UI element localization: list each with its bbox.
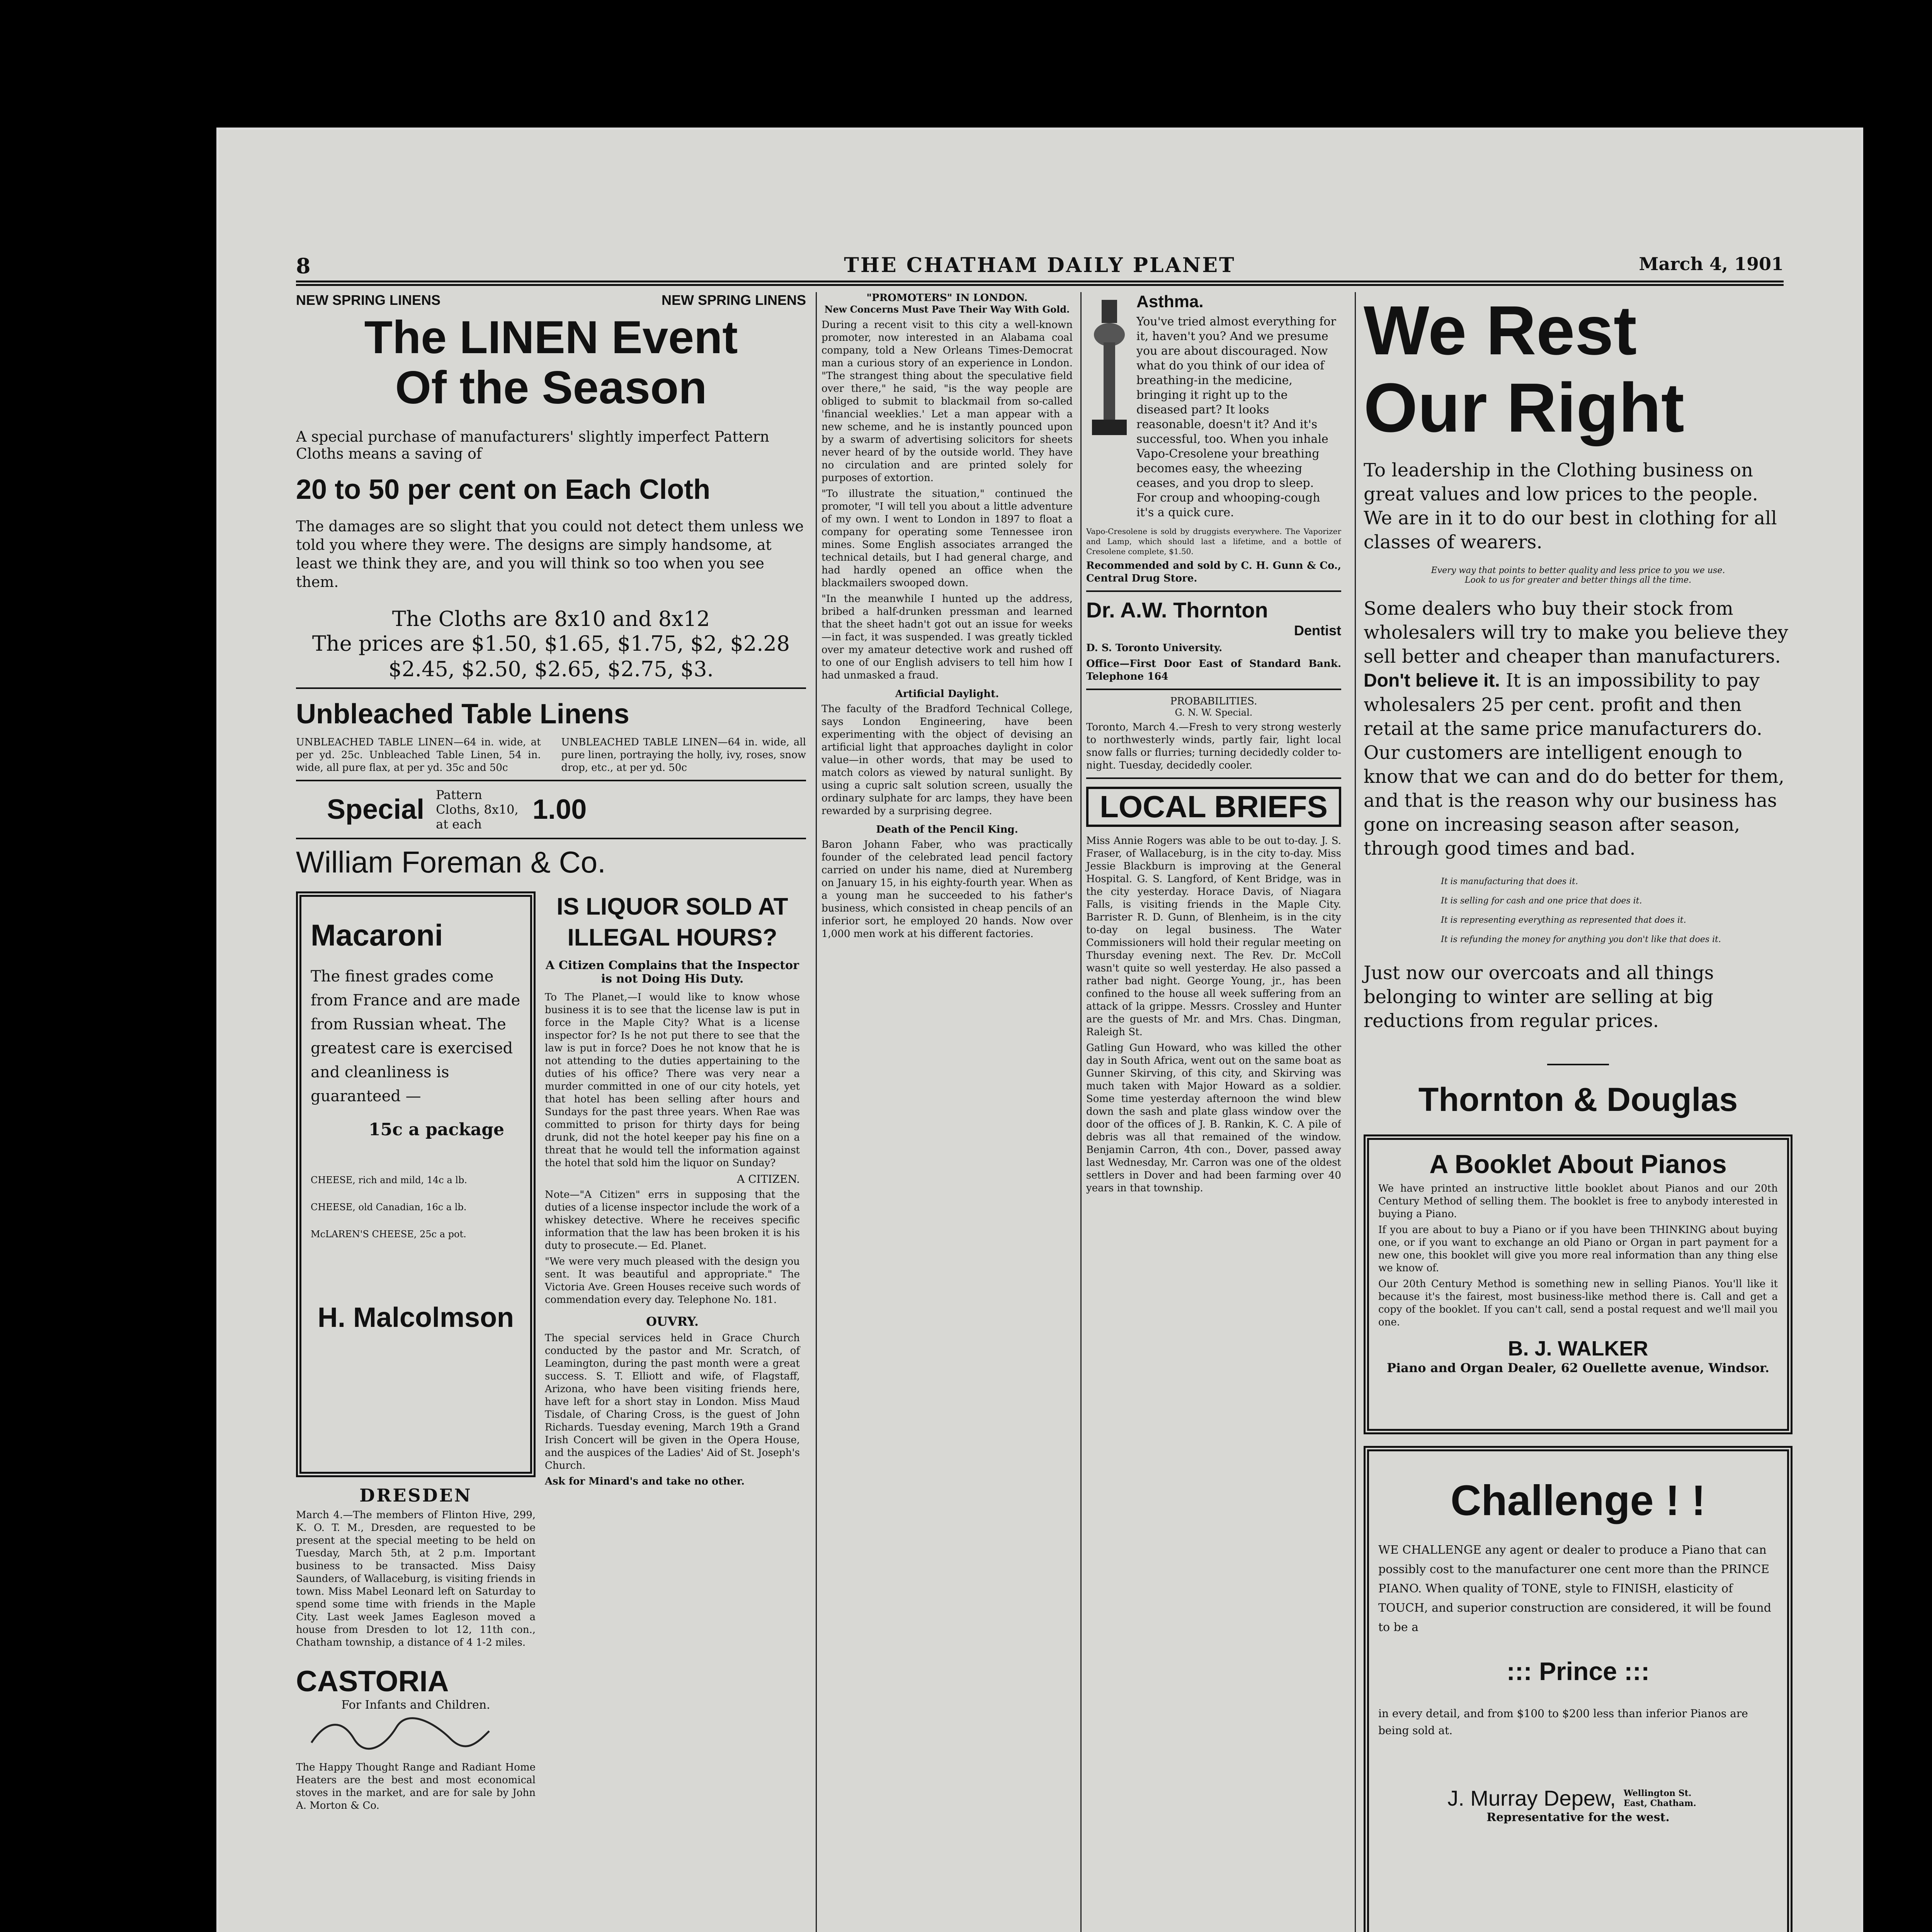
local-briefs-body-2: Gatling Gun Howard, who was killed the other day in South Africa, went out on the same boat as Gunner Skirving, of this city, and Skirving was much taken with Major Howard as a soldier. Some time yesterday afternoon the wind blew down the sash and plate glass window over the door of the offices of J. B. Rankin, K. C. A pile of debris was all that remained of the window. Benjamin Carron, 4th con., Dover, passed away last Wednesday, Mr. Carron was one of the oldest settlers in Dover and had been farming over 40 years in that township.: [1086, 1042, 1341, 1194]
rest-paragraph-2a: Some dealers who buy their stock from wholesalers will try to make you believe they sell better and cheaper than manufacturers.: [1364, 598, 1788, 667]
macaroni-item: CHEESE, old Canadian, 16c a lb.: [311, 1202, 467, 1213]
special-label: Special: [327, 794, 425, 825]
macaroni-price: 15c a package: [369, 1120, 504, 1139]
ouvry-body: The special services held in Grace Church conducted by the pastor and Mr. Scratch, of Leamington, during the past month were a great success. S. T. Elliott and wife, of Flagstaff, Arizona, who have been visiting friends here, have left for a short stay in London. Miss Maud Tisdale, of Charing Cross, is the guest of John Richards. Tuesday evening, March 19th a Grand Irish Concert will be given in the Opera House, and the auspices of the Ladies' Aid of St. Joseph's Church.: [545, 1332, 800, 1471]
local-briefs-heading: LOCAL BRIEFS: [1086, 787, 1341, 827]
rest-paragraph-1: To leadership in the Clothing business on great values and low prices to the people. We are in it to do our best in clothing for all classes of wearers.: [1364, 459, 1777, 553]
liquor-signature: A CITIZEN.: [737, 1173, 800, 1185]
linen-prices: The prices are $1.50, $1.65, $1.75, $2, $2.28 $2.45, $2.50, $2.65, $2.75, $3.: [312, 631, 790, 681]
rest-credo-line: It is selling for cash and one price that does it.: [1441, 896, 1642, 906]
rest-headline-1: We Rest: [1364, 292, 1637, 369]
challenge-body-2: in every detail, and from $100 to $200 less than inferior Pianos are being sold at.: [1378, 1707, 1748, 1737]
page-number: 8: [296, 253, 311, 278]
piano-booklet-ad: [1364, 1134, 1793, 1434]
walker-name: B. J. WALKER: [1508, 1337, 1648, 1360]
liquor-headline: IS LIQUOR SOLD AT ILLEGAL HOURS?: [556, 893, 788, 951]
promoters-paragraph: During a recent visit to this city a well-known promoter, now interested in an Alabama coal company, told a New Orleans Times-Democrat man a curious story of an experience in London. "The strangest thing about the speculative field over there," he said, "is the way people are obliged to submit to blackmail from so-called 'financial weeklies.' Let a man appear with a new scheme, and he is instantly pounced upon by a swarm of advertising solicitors for sheets never heard of by the outside world. They have no circulation and are printed solely for purposes of extortion.: [821, 319, 1073, 484]
linen-headline-1: The LINEN Event: [364, 311, 738, 363]
malcolmson-store-name: H. Malcolmson: [317, 1302, 514, 1333]
walker-address: Piano and Organ Dealer, 62 Ouellette avenue, Windsor.: [1387, 1361, 1769, 1375]
probabilities-heading: PROBABILITIES.: [1170, 696, 1257, 707]
rest-italic-1: Every way that points to better quality and less price to you we use.: [1431, 566, 1725, 575]
linen-sizes: The Cloths are 8x10 and 8x12: [392, 607, 710, 631]
promoters-deck: New Concerns Must Pave Their Way With Gold.: [824, 304, 1070, 315]
castoria-signature-icon: [296, 1712, 536, 1758]
macaroni-item: McLAREN'S CHEESE, 25c a pot.: [311, 1229, 466, 1240]
liquor-deck: A Citizen Complains that the Inspector is not Doing His Duty.: [546, 959, 799, 986]
rest-paragraph-2c: It is an impossibility to pay wholesalers 25 per cent. profit and then retail at the same price manufacturers do. Our customers are intelligent enough to know that we can and do do better for them, and that is the reason why our business has gone on increasing season after season, through good times and bad.: [1364, 670, 1784, 859]
dentist-ad: [1086, 597, 1341, 683]
special-price: 1.00: [532, 794, 587, 825]
macaroni-title: Macaroni: [311, 918, 443, 952]
linen-headline-2: Of the Season: [395, 362, 707, 413]
dentist-name: Dr. A.W. Thornton: [1086, 598, 1268, 622]
artificial-daylight-body: The faculty of the Bradford Technical College, says London Engineering, have been experimenting with the object of devising an artificial light that approaches daylight in color value—in other words, that may be used to match colors as viewed by natural sunlight. By using a cupric salt solution screen, usually the ordinary sulphate for arc lamps, they have been rewarded by a surprising degree.: [821, 703, 1073, 817]
foreman-store-name: William Foreman & Co.: [296, 845, 606, 879]
vaporizer-lamp-icon: [1086, 292, 1133, 462]
macaroni-ad: [296, 891, 536, 1477]
liquor-body: To The Planet,—I would like to know whose business it is to see that the license law is put in force in the Maple City? What is a license inspector for? Is he not put there to see that the law is put in force? Does he not know that he is not attending to the duties appertaining to the duties of his office? There was very near a murder committed in one of our city hotels, yet that hotel has been selling after hours and Sundays for the past three years. When Rae was committed to prison for thirty days for being drunk, did not the hotel keeper pay his fine on a threat that he would tell the information against the hotel that sold him the liquor on Sunday?: [545, 992, 800, 1169]
ouvry-heading: OUVRY.: [646, 1314, 699, 1329]
asthma-body: You've tried almost everything for it, haven't you? And we presume you are about discouraged. Now what do you think of our idea of breathing-in the medicine, bringing it right up to the diseased part? It looks reasonable, doesn't it? And it's successful, too. When you inhale Vapo-Cresolene your breathing becomes easy, the wheezing ceases, and you drop to sleep. For croup and whooping-cough it's a quick cure.: [1136, 315, 1336, 519]
castoria-title: CASTORIA: [296, 1665, 449, 1698]
linen-right-item: UNBLEACHED TABLE LINEN—64 in. wide, all pure linen, portraying the holly, ivy, roses, snow drop, etc., at per yd. 50c: [561, 736, 806, 774]
dresden-heading: DRESDEN: [359, 1485, 472, 1506]
macaroni-item: CHEESE, rich and mild, 14c a lb.: [311, 1175, 467, 1185]
liquor-column: [545, 891, 800, 1815]
challenge-body: WE CHALLENGE any agent or dealer to produce a Piano that can possibly cost to the manufacturer one cent more than the PRINCE PIANO. When quality of TONE, style to FINISH, elasticity of TOUCH, and superior construction are considered, it will be found to be a: [1378, 1543, 1771, 1634]
piano-booklet-title: A Booklet About Pianos: [1429, 1150, 1727, 1179]
paper-title: THE CHATHAM DAILY PLANET: [844, 253, 1236, 277]
newspaper-sheet: [216, 128, 1863, 1932]
we-rest-ad: [1364, 292, 1793, 1119]
pencil-king-heading: Death of the Pencil King.: [876, 824, 1018, 835]
dentist-role: Dentist: [1294, 622, 1341, 638]
minards-notice: Ask for Minard's and take no other.: [545, 1476, 745, 1487]
artificial-daylight-heading: Artificial Daylight.: [895, 688, 999, 700]
prince-piano-name: ::: Prince :::: [1506, 1657, 1650, 1685]
newspaper-page: [219, 130, 1861, 1932]
linen-subhead: Unbleached Table Linens: [296, 699, 629, 730]
linen-intro: A special purchase of manufacturers' slightly imperfect Pattern Cloths means a saving of: [296, 428, 769, 462]
linen-left-item: UNBLEACHED TABLE LINEN—64 in. wide, at per yd. 25c. Unbleached Table Linen, 54 in. wide, all pure flax, at per yd. 35c and 50c: [296, 736, 541, 774]
promoters-headline: "PROMOTERS" IN LONDON.: [866, 292, 1028, 304]
column-3: [1080, 292, 1341, 1932]
column-1: [296, 292, 806, 1932]
special-desc: Pattern Cloths, 8x10, at each: [436, 787, 519, 832]
local-briefs-body: Miss Annie Rogers was able to be out to-day. J. S. Fraser, of Wallaceburg, is in the city to-day. Miss Jessie Blackburn is improving at the General Hospital. G. S. Langford, of Kent Bridge, was in the city yesterday. Horace Davis, of Niagara Falls, is visiting friends in the Maple City. Barrister R. D. Gunn, of Blenheim, is in the city to-day on legal business. The Water Commissioners will hold their regular meeting on Thursday evening next. The Rev. Dr. McColl wasn't quite so well yesterday. He also passed a rather bad night. George Young, jr., has been confined to the house all week suffering from an attack of la grippe. Messrs. Crossley and Hunter are the guests of Mr. and Mrs. Chas. Dingman, Raleigh St.: [1086, 835, 1341, 1038]
promoters-paragraph: "In the meanwhile I hunted up the address, bribed a half-drunken pressman and learned that the sheet hadn't got out an issue for weeks—in fact, it was suspended. I was greatly tickled over my amateur detective work and rushed off to one of our English advisers to tell him how I had unmasked a fraud.: [821, 593, 1073, 681]
probabilities-sub: G. N. W. Special.: [1175, 707, 1253, 718]
dresden-body: March 4.—The members of Flinton Hive, 299, K. O. T. M., Dresden, are requested to be present at the special meeting to be held on Tuesday, March 5th, at 2 p.m. Important business to be transacted. Miss Daisy Saunders, of Wallaceburg, is visiting friends in town. Miss Mabel Leonard left on Saturday to spend some time with friends in the Maple City. Last week James Eagleson moved a house from Dresden to lot 12, 11th con., Chatham township, a distance of 4 1-2 miles.: [296, 1509, 536, 1648]
asthma-title: Asthma.: [1136, 292, 1204, 311]
depew-name: J. Murray Depew,: [1447, 1786, 1616, 1810]
asthma-fine-print: Vapo-Cresolene is sold by druggists everywhere. The Vaporizer and Lamp, which should last a lifetime, and a bottle of Cresolene complete, $1.50.: [1086, 527, 1341, 556]
piano-booklet-body: Our 20th Century Method is something new in selling Pianos. You'll like it because it's the fairest, most business-like method there is. Call and get a copy of the booklet. If you can't call, send a postal request and we'll mail you one.: [1378, 1278, 1778, 1328]
linen-savings: 20 to 50 per cent on Each Cloth: [296, 474, 711, 505]
issue-date: March 4, 1901: [1639, 253, 1784, 274]
column-2: [816, 292, 1073, 1932]
rest-headline-2: Our Right: [1364, 369, 1684, 447]
asthma-ad: [1086, 292, 1341, 585]
rest-credo-line: It is manufacturing that does it.: [1441, 877, 1578, 886]
rest-dont-believe: Don't believe it.: [1364, 670, 1500, 691]
linen-damages: The damages are so slight that you could not detect them unless we told you where they were. The designs are simply handsome, at least we think they are, and you will think so too when you see them.: [296, 518, 804, 590]
green-houses-notice: "We were very much pleased with the design you sent. It was beautiful and appropriate." The Victoria Ave. Green Houses receive such words of commendation every day. Telephone No. 181.: [545, 1256, 800, 1306]
rest-italic-2: Look to us for greater and better things all the time.: [1464, 575, 1692, 585]
piano-booklet-body: We have printed an instructive little booklet about Pianos and our 20th Century Method of selling them. The booklet is free to anybody interested in buying a Piano.: [1378, 1183, 1778, 1220]
linen-tag-right: NEW SPRING LINENS: [661, 292, 806, 308]
challenge-title: Challenge ! !: [1450, 1477, 1706, 1524]
rest-paragraph-3: Just now our overcoats and all things belonging to winter are selling at big reductions from regular prices.: [1364, 962, 1714, 1032]
probabilities-body: Toronto, March 4.—Fresh to very strong westerly to northwesterly winds, partly fair, light local snow falls or flurries; turning decidedly colder to-night. Tuesday, decidedly cooler.: [1086, 721, 1341, 771]
challenge-ad: [1364, 1446, 1793, 1932]
asthma-recommended: Recommended and sold by C. H. Gunn & Co., Central Drug Store.: [1086, 560, 1341, 584]
liquor-note: Note—"A Citizen" errs in supposing that the duties of a license inspector include the work of a whiskey detective. Where he receives specific information that the law has been broken it is his duty to prosecute.— Ed. Planet.: [545, 1189, 800, 1252]
dentist-office: Office—First Door East of Standard Bank. Telephone 164: [1086, 658, 1341, 682]
promoters-paragraph: "To illustrate the situation," continued the promoter, "I will tell you about a little adventure of my own. I went to London in 1897 to float a company for operating some Tennessee iron mines. Some English associates arranged the technical details, but I had general charge, and had hardly opened an office when the blackmailers swooped down.: [821, 488, 1073, 589]
linen-ad: [296, 292, 806, 880]
column-4: [1355, 292, 1793, 1932]
macaroni-body: The finest grades come from France and are made from Russian wheat. The greatest care is exercised and cleanliness is guaranteed —: [311, 968, 520, 1105]
piano-booklet-body: If you are about to buy a Piano or if you have been THINKING about buying one, or if you want to exchange an old Piano or Organ in part payment for a new one, this booklet will give you more real information than any thing else we know of.: [1378, 1224, 1778, 1274]
depew-address: Wellington St. East, Chatham.: [1623, 1788, 1696, 1808]
pencil-king-body: Baron Johann Faber, who was practically founder of the celebrated lead pencil factory carried on under his name, died at Nuremberg on January 15, in his eighty-fourth year. When as a young man he succeeded to his father's business, which consisted in cheap pencils of an inferior sort, he employed 20 hands. Now over 1,000 men work at his different factories.: [821, 839, 1073, 940]
thornton-douglas-store-name: Thornton & Douglas: [1418, 1081, 1738, 1118]
castoria-subtitle: For Infants and Children.: [341, 1698, 490, 1712]
dentist-school: D. S. Toronto University.: [1086, 642, 1223, 654]
linen-tag-left: NEW SPRING LINENS: [296, 292, 441, 308]
castoria-body: The Happy Thought Range and Radiant Home Heaters are the best and most economical stoves in the market, and are for sale by John A. Morton & Co.: [296, 1762, 536, 1811]
rest-credo-line: It is refunding the money for anything you don't like that does it.: [1441, 935, 1721, 944]
depew-role: Representative for the west.: [1486, 1811, 1670, 1824]
masthead: [296, 246, 1784, 286]
rest-credo-line: It is representing everything as represented that does it.: [1441, 915, 1686, 925]
